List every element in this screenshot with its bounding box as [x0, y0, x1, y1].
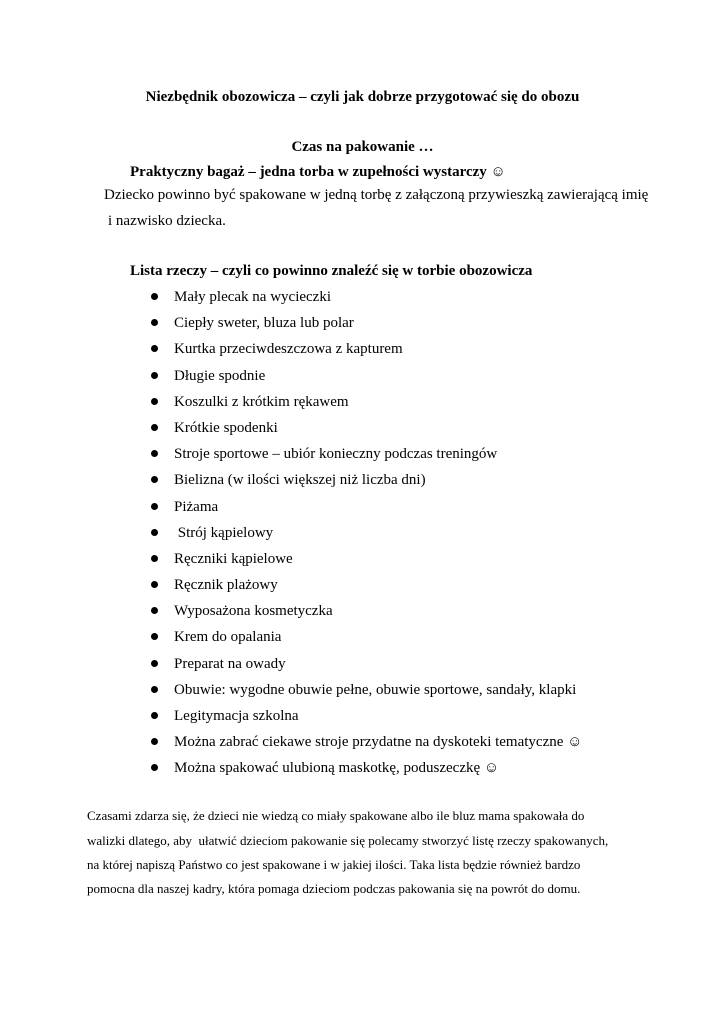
list-item-text: Strój kąpielowy	[174, 524, 274, 541]
list-item-text: Wyposażona kosmetyczka	[174, 603, 333, 620]
list-item-text: Ciepły sweter, bluza lub polar	[174, 315, 354, 332]
closing-text-line: walizki dlatego, aby ułatwić dzieciom pakowanie się polecamy stworzyć listę rzeczy spakowanych,	[87, 833, 609, 848]
bullet-icon	[151, 686, 158, 693]
bullet-icon	[151, 319, 158, 326]
bullet-icon	[151, 633, 158, 640]
list-item-text: Bielizna (w ilości większej niż liczba dni)	[174, 472, 426, 489]
bullet-icon	[151, 293, 158, 300]
list-item-text: Mały plecak na wycieczki	[174, 289, 332, 305]
list-item-text: Krem do opalania	[174, 629, 282, 646]
list-item-text: Legitymacja szkolna	[174, 708, 299, 724]
packing-list-heading: Lista rzeczy – czyli co powinno znaleźć się w torbie obozowicza	[130, 263, 533, 279]
luggage-heading: Praktyczny bagaż – jedna torba w zupełności wystarczy ☺	[130, 164, 506, 180]
bullet-icon	[151, 476, 158, 483]
bullet-icon	[151, 764, 158, 771]
closing-text-line: na której napiszą Państwo co jest spakowane i w jakiej ilości. Taka lista będzie również bardzo	[87, 857, 581, 872]
list-item-text: Długie spodnie	[174, 367, 266, 384]
list-item-text: Krótkie spodenki	[174, 419, 278, 436]
list-item-text: Stroje sportowe – ubiór konieczny podczas treningów	[174, 446, 498, 463]
bullet-icon	[151, 398, 158, 405]
bullet-icon	[151, 424, 158, 431]
bullet-icon	[151, 345, 158, 352]
list-item-text: Można zabrać ciekawe stroje przydatne na dyskoteki tematyczne ☺	[174, 734, 583, 751]
list-item-text: Kurtka przeciwdeszczowa z kapturem	[174, 341, 403, 358]
list-item-text: Piżama	[174, 498, 219, 515]
bullet-icon	[151, 372, 158, 379]
bullet-icon	[151, 738, 158, 745]
bullet-icon	[151, 712, 158, 719]
bullet-icon	[151, 503, 158, 510]
list-item-text: Można spakować ulubioną maskotkę, poduszeczkę ☺	[174, 760, 500, 777]
list-item-text: Ręczniki kąpielowe	[174, 550, 293, 567]
bullet-icon	[151, 555, 158, 562]
bullet-icon	[151, 581, 158, 588]
list-item-text: Preparat na owady	[174, 655, 286, 672]
bullet-icon	[151, 607, 158, 614]
bullet-icon	[151, 529, 158, 536]
bullet-icon	[151, 450, 158, 457]
list-item-text: Obuwie: wygodne obuwie pełne, obuwie sportowe, sandały, klapki	[174, 681, 577, 698]
closing-text-line: pomocna dla naszej kadry, która pomaga dzieciom podczas pakowania się na powrót do domu.	[87, 881, 581, 896]
bullet-icon	[151, 660, 158, 667]
luggage-text-line: Dziecko powinno być spakowane w jedną torbę z załączoną przywieszką zawierającą imię	[104, 187, 649, 203]
list-item-text: Ręcznik plażowy	[174, 577, 278, 594]
luggage-text-line: i nazwisko dziecka.	[108, 213, 226, 229]
document-title: Niezbędnik obozowicza – czyli jak dobrze przygotować się do obozu	[145, 89, 580, 105]
list-item-text: Koszulki z krótkim rękawem	[174, 393, 349, 410]
closing-text-line: Czasami zdarza się, że dzieci nie wiedzą co miały spakowane albo ile bluz mama spakowała do	[87, 808, 585, 823]
section-title: Czas na pakowanie …	[291, 139, 434, 155]
